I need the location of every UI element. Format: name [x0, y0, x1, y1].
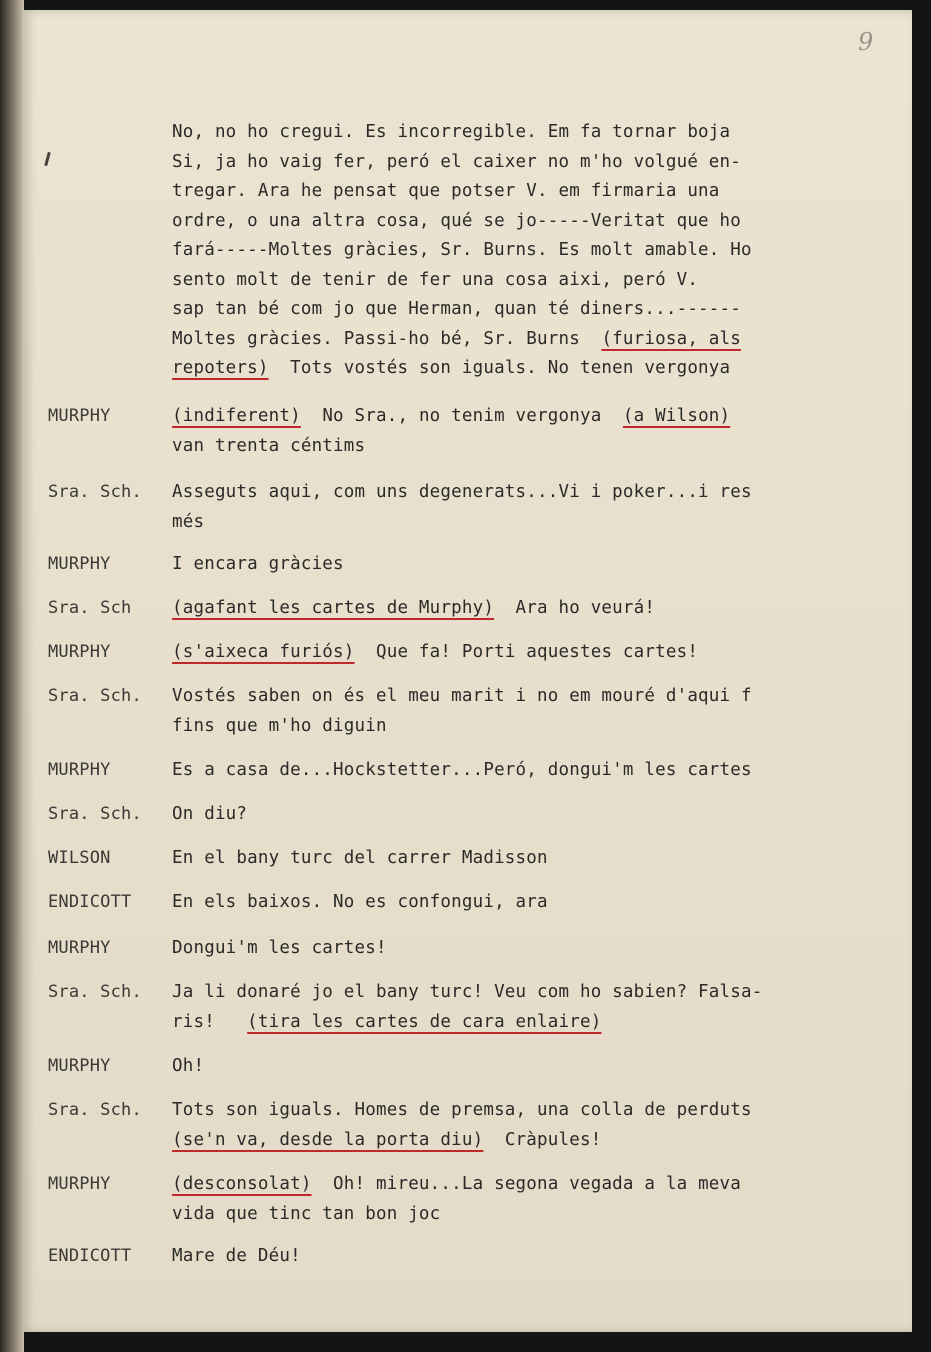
speaker-name: WILSON: [48, 848, 111, 868]
dialogue-line: [172, 712, 900, 742]
dialogue-line: [172, 148, 900, 178]
dialogue-line: [172, 800, 900, 830]
speaker-name: ENDICOTT: [48, 1246, 132, 1266]
dialogue-block: [172, 594, 900, 624]
dialogue-block: [172, 638, 900, 668]
dialogue-line: [172, 1008, 900, 1038]
stage-direction: (desconsolat): [172, 1174, 312, 1194]
speaker-name: MURPHY: [48, 406, 111, 426]
speaker-name: Sra. Sch.: [48, 482, 142, 502]
line-text: fará-----Moltes gràcies, Sr. Burns. Es molt amable. Ho: [172, 240, 752, 260]
dialogue-line: [172, 888, 900, 918]
line-text: Tots vostés son iguals. No tenen vergonya: [268, 358, 731, 378]
speaker-name: MURPHY: [48, 1056, 111, 1076]
line-text: Ara ho veurá!: [494, 598, 656, 618]
dialogue-block: [172, 756, 900, 786]
speaker-name: MURPHY: [48, 1174, 111, 1194]
line-text: Cràpules!: [483, 1129, 602, 1150]
dialogue-block: [172, 1170, 900, 1229]
line-text: I encara gràcies: [172, 554, 344, 574]
dialogue-line: [172, 1126, 900, 1156]
dialogue-line: [172, 844, 900, 874]
dialogue-line: [172, 1096, 900, 1126]
dialogue-block: [172, 478, 900, 537]
line-text: Si, ja ho vaig fer, peró el caixer no m'ho volgué en-: [172, 151, 742, 172]
line-text: On diu?: [172, 804, 248, 824]
dialogue-block: [172, 1052, 900, 1082]
line-text: No Sra., no tenim vergonya: [300, 406, 623, 426]
line-text: No, no ho cregui. Es incorregible. Em fa tornar boja: [172, 122, 731, 142]
line-text: Tots son iguals. Homes de premsa, una colla de perduts: [172, 1100, 752, 1120]
line-text: En el bany turc del carrer Madisson: [172, 848, 548, 868]
dialogue-block: [172, 934, 900, 964]
dialogue-line: [172, 295, 900, 325]
dialogue-line: [172, 756, 900, 786]
dialogue-block: [172, 844, 900, 874]
dialogue-line: [172, 934, 900, 964]
line-text: ordre, o una altra cosa, qué se jo-----Veritat que ho: [172, 210, 742, 231]
line-text: Dongui'm les cartes!: [172, 938, 387, 958]
line-text: fins que m'ho diguin: [172, 715, 387, 736]
stage-direction: (se'n va, desde la porta diu): [172, 1129, 484, 1150]
dialogue-block: [172, 1096, 900, 1155]
dialogue-line: [172, 594, 900, 624]
stage-direction: (agafant les cartes de Murphy): [172, 598, 495, 618]
dialogue-line: [172, 682, 900, 712]
speaker-name: Sra. Sch.: [48, 804, 142, 824]
line-text: Asseguts aqui, com uns degenerats...Vi i poker...i res: [172, 482, 752, 502]
speaker-name: Sra. Sch.: [48, 982, 142, 1002]
speaker-name: Sra. Sch.: [48, 1100, 142, 1120]
dialogue-line: [172, 550, 900, 580]
dialogue-line: [172, 508, 900, 538]
dialogue-line: [172, 266, 900, 296]
book-spine-shadow: [0, 0, 24, 1352]
stage-direction: (a Wilson): [622, 406, 731, 426]
speaker-name: MURPHY: [48, 938, 111, 958]
line-text: Ja li donaré jo el bany turc! Veu com ho sabien? Falsa-: [172, 982, 763, 1002]
speaker-name: MURPHY: [48, 760, 111, 780]
dialogue-line: [172, 207, 900, 237]
dialogue-line: [172, 1170, 900, 1200]
line-text: ris!: [172, 1011, 248, 1032]
dialogue-line: [172, 432, 900, 462]
dialogue-line: [172, 354, 900, 384]
stage-direction: (furiosa, als: [601, 328, 742, 349]
line-text: Oh!: [172, 1056, 205, 1076]
opening-speech: [172, 118, 900, 384]
line-text: Es a casa de...Hockstetter...Peró, dongui'm les cartes: [172, 760, 752, 780]
speaker-name: MURPHY: [48, 554, 111, 574]
line-text: vida que tinc tan bon joc: [172, 1203, 441, 1224]
stage-direction: (indiferent): [172, 406, 301, 426]
line-text: Moltes gràcies. Passi-ho bé, Sr. Burns: [172, 328, 602, 349]
dialogue-block: [172, 800, 900, 830]
speaker-name: Sra. Sch: [48, 598, 132, 618]
dialogue-line: [172, 177, 900, 207]
line-text: més: [172, 511, 205, 532]
speaker-name: Sra. Sch.: [48, 686, 142, 706]
dialogue-line: [172, 638, 900, 668]
dialogue-line: [172, 478, 900, 508]
line-text: sap tan bé com jo que Herman, quan té diners...------: [172, 299, 742, 319]
line-text: Que fa! Porti aquestes cartes!: [354, 642, 699, 662]
dialogue-block: [172, 402, 900, 461]
dialogue-line: [172, 236, 900, 266]
dialogue-line: [172, 118, 900, 148]
page-number: 9: [858, 28, 874, 56]
line-text: Oh! mireu...La segona vegada a la meva: [311, 1174, 742, 1194]
stage-direction: (s'aixeca furiós): [172, 642, 355, 662]
line-text: Vostés saben on és el meu marit i no em mouré d'aqui f: [172, 686, 752, 706]
dialogue-line: [172, 1200, 900, 1230]
speaker-name: MURPHY: [48, 642, 111, 662]
dialogue-block: [172, 888, 900, 918]
dialogue-line: [172, 1052, 900, 1082]
line-text: En els baixos. No es confongui, ara: [172, 892, 548, 912]
dialogue-line: [172, 978, 900, 1008]
dialogue-block: [172, 550, 900, 580]
speaker-name: ENDICOTT: [48, 892, 132, 912]
dialogue-block: [172, 1242, 900, 1272]
line-text: van trenta céntims: [172, 435, 366, 456]
dialogue-block: [172, 682, 900, 741]
line-text: tregar. Ara he pensat que potser V. em firmaria una: [172, 181, 720, 201]
line-text: sento molt de tenir de fer una cosa aixi, peró V.: [172, 269, 699, 290]
dialogue-line: [172, 402, 900, 432]
dialogue-block: [172, 978, 900, 1037]
dialogue-line: [172, 325, 900, 355]
dialogue-line: [172, 1242, 900, 1272]
stage-direction: repoters): [172, 358, 269, 378]
stage-direction: (tira les cartes de cara enlaire): [247, 1011, 602, 1032]
line-text: Mare de Déu!: [172, 1246, 301, 1266]
